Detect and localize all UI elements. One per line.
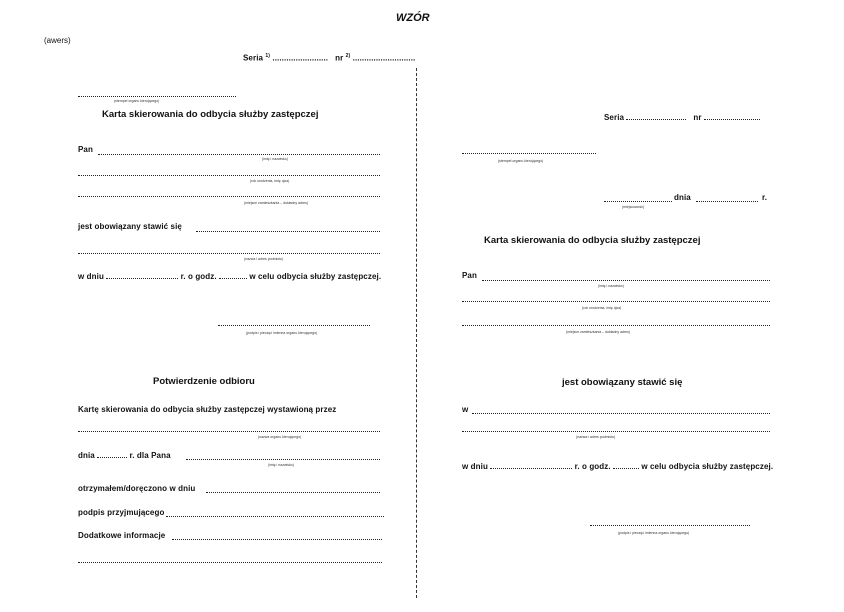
right-w-label: w [462,405,469,414]
right-signature-field[interactable] [590,525,750,526]
confirmation-date-line [78,451,171,460]
received-label: otrzymałem/doręczono w dniu [78,484,196,493]
left-signature-caption: (podpis i pieczęć imienna organu kierującego) [246,331,318,335]
right-name-field[interactable] [482,280,770,281]
left-name-field[interactable] [98,154,380,155]
right-entity-field-2[interactable] [462,431,770,432]
receiver-signature-label: podpis przyjmującego [78,508,165,517]
right-obligated-label: jest obowiązany stawić się [562,377,683,388]
right-date-line [462,462,773,471]
right-birth-caption: (rok urodzenia, imię ojca) [582,306,622,310]
right-stamp-caption: (stempel organu kierującego) [498,159,544,163]
receiver-signature-field[interactable] [166,516,384,517]
right-place-field[interactable] [604,201,672,202]
right-stamp-field[interactable] [462,153,596,154]
right-entity-caption: (nazwa i adres podmiotu) [576,435,616,439]
left-signature-field[interactable] [218,325,370,326]
left-form-title: Karta skierowania do odbycia służby zastępczej [102,109,319,120]
right-time-field[interactable] [613,468,639,469]
confirmation-text: Kartę skierowania do odbycia służby zastępczej wystawioną przez [78,405,337,414]
right-serial-line [604,113,760,122]
right-signature-caption: (podpis i pieczęć imienna organu kierującego) [618,531,690,535]
additional-info-field-1[interactable] [172,539,382,540]
left-nr-label: nr [335,53,344,63]
left-seria-field[interactable]: ........................ [272,53,329,63]
left-serial-line [243,53,415,63]
right-dnia-label: dnia [674,193,691,202]
left-entity-field-2[interactable] [78,253,380,254]
confirmation-date-field[interactable] [97,457,127,458]
confirmation-name-caption: (imię i nazwisko) [268,463,294,467]
right-date-field[interactable] [696,201,758,202]
right-birth-field[interactable] [462,301,770,302]
left-nr-field[interactable]: ........................... [352,53,416,63]
left-time-field[interactable] [219,278,247,279]
left-w-dniu-label: w dniu [78,272,104,281]
left-stamp-field[interactable] [78,96,236,97]
confirmation-name-field[interactable] [186,459,380,460]
right-pan-label: Pan [462,271,477,280]
confirmation-organ-field[interactable] [78,431,380,432]
left-address-field[interactable] [78,196,380,197]
right-seria-label: Seria [604,113,625,122]
form-watermark-title: WZÓR [396,12,430,24]
left-date-field[interactable] [106,278,178,279]
right-purpose-label: w celu odbycia służby zastępczej. [641,462,774,471]
left-name-caption: (imię i nazwisko) [262,157,288,161]
left-purpose-label: w celu odbycia służby zastępczej. [249,272,382,281]
left-entity-caption: (nazwa i adres podmiotu) [244,257,284,261]
right-place-caption: (miejscowość) [622,205,645,209]
confirmation-organ-caption: (nazwa organu kierującego) [258,435,302,439]
left-address-caption: (miejsce zamieszkania – dokładny adres) [244,201,308,205]
right-address-caption: (miejsce zamieszkania – dokładny adres) [566,330,630,334]
right-nr-field[interactable] [704,119,760,120]
left-birth-field[interactable] [78,175,380,176]
right-name-caption: (imię i nazwisko) [598,284,624,288]
page-divider [416,68,417,598]
confirmation-for-label: r. dla Pana [129,451,171,460]
left-stamp-caption: (stempel organu kierującego) [114,99,160,103]
confirmation-dnia-label: dnia [78,451,95,460]
additional-info-field-2[interactable] [78,562,382,563]
left-nr-footnote: 2) [345,53,351,59]
left-obligated-label: jest obowiązany stawić się [78,222,182,231]
left-date-line [78,272,381,281]
left-birth-caption: (rok urodzenia, imię ojca) [250,179,290,183]
left-pan-label: Pan [78,145,93,154]
right-r-label: r. [762,193,768,202]
left-seria-label: Seria [243,53,264,63]
left-entity-field-1[interactable] [196,231,380,232]
right-form-title: Karta skierowania do odbycia służby zastępczej [484,235,701,246]
received-field[interactable] [206,492,380,493]
side-label: (awers) [44,36,71,45]
confirmation-title: Potwierdzenie odbioru [153,376,255,387]
left-time-label: r. o godz. [180,272,217,281]
right-entity-field-1[interactable] [472,413,770,414]
right-seria-field[interactable] [626,119,686,120]
right-nr-label: nr [693,113,702,122]
left-seria-footnote: 1) [265,53,271,59]
right-address-field[interactable] [462,325,770,326]
right-time-label: r. o godz. [574,462,611,471]
additional-info-label: Dodatkowe informacje [78,531,166,540]
right-w-dniu-label: w dniu [462,462,488,471]
right-date2-field[interactable] [490,468,572,469]
